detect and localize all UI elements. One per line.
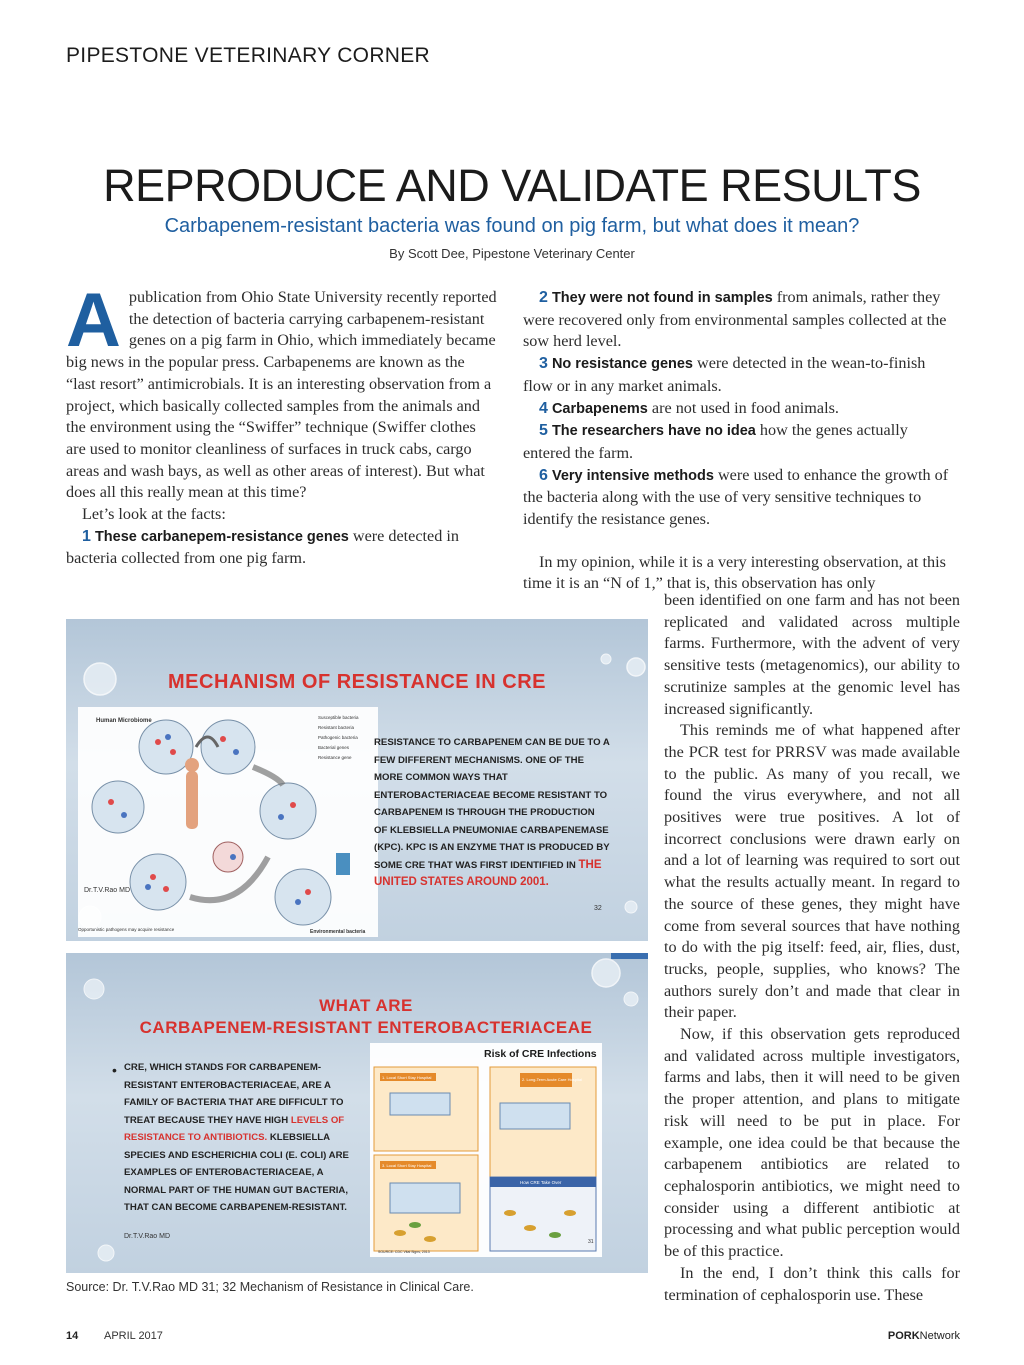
fact-text: from animals, rather they were recovered only from environmental samples collected at the sow herd level. xyxy=(523,288,947,351)
fact-item xyxy=(66,526,498,570)
prrsv-paragraph: This reminds me of what happened after the PCR test for PRRSV was made available to the public. As many of you recall, we found the virus everywhere, and not all positives were true positives. A lot of incorrect conclusions were drawn early on and a lot of learning was required to sort out what the results actually meant. In regard to the source of these genes, they might have come from several sources that have nothing to do with the pig itself: feed, air, flies, dust, trucks, people, supplies, who knows? The authors surely don’t and made that clear in their paper. xyxy=(664,721,960,1022)
diagram-label: Human Microbiome xyxy=(96,718,152,724)
infographic-label: How CRE Take Over xyxy=(520,1180,562,1185)
slide-number: 31 xyxy=(588,1239,594,1245)
drop-cap: A xyxy=(66,278,121,363)
infographic-label: 1. Local Short Stay Hospital xyxy=(382,1075,432,1080)
fact-number: 4 xyxy=(539,399,548,417)
fact-item xyxy=(523,465,955,531)
legend-label: Bacterial genes xyxy=(318,745,350,750)
fact-text: how the genes actually entered the farm. xyxy=(523,421,908,462)
slide-description-text: CRE, WHICH STANDS FOR CARBAPENEM-RESISTANT ENTEROBACTERIACEAE, ARE A FAMILY OF BACTERIA THAT ARE DIFFICULT TO TREAT BECAUSE THEY HAVE HIGH xyxy=(124,1062,344,1126)
fact-number: 2 xyxy=(539,289,548,306)
slide-credit: Dr.T.V.Rao MD xyxy=(84,887,131,894)
fact-highlight: These carbanepem-resistance genes xyxy=(94,528,349,545)
fact-number: 5 xyxy=(539,422,548,440)
slide-description xyxy=(374,734,610,892)
diagram-label: Environmental bacteria xyxy=(310,929,366,935)
magazine-name-rest: Network xyxy=(919,1330,960,1342)
fact-highlight: The researchers have no idea xyxy=(551,423,756,440)
slide-description-highlight: THE UNITED STATES AROUND 2001. xyxy=(374,858,602,888)
slide-title-line: CARBAPENEM-RESISTANT ENTEROBACTERIACEAE xyxy=(139,1018,593,1037)
fact-number: 1 xyxy=(82,527,91,545)
column-right xyxy=(523,287,955,595)
cre-risk-infographic xyxy=(370,1043,602,1257)
page-number: 14 xyxy=(66,1330,79,1342)
legend-label: Pathogenic bacteria xyxy=(318,735,358,740)
bullet-point: • xyxy=(112,1062,117,1078)
diagram-label: Opportunistic pathogens may acquire resistance xyxy=(78,927,175,932)
slide-title: MECHANISM OF RESISTANCE IN CRE xyxy=(168,671,546,693)
opinion-paragraph-start: In my opinion, while it is a very interesting observation, at this time it is an “N of 1,” that is, this observation has only xyxy=(523,552,946,593)
fact-text: were detected in the wean-to-finish flow or in any market animals. xyxy=(523,354,926,395)
opinion-paragraph-continued: been identified on one farm and has not been replicated and validated across multiple farms. Furthermore, with the advent of very sensitive tests (metagenomics), our ability to scrutinize samples at the genomic level has increased significantly. xyxy=(664,591,960,718)
validation-paragraph: Now, if this observation gets reproduced and validated across multiple investigators, farms and labs, then it will need to be given the proper attention, and plans to mitigate risk will need to be put in place. For example, one idea could be that because the carbapenem antibiotics are related to cephalosporin antibiotics, we might need to consider using a different antibiotic at processing and what public perception would be of this practice. xyxy=(664,1025,960,1261)
fact-item xyxy=(523,287,955,353)
fact-number: 6 xyxy=(539,466,548,484)
slide-description-text: KLEBSIELLA SPECIES AND ESCHERICHIA COLI (E. COLI) ARE EXAMPLES OF ENTEROBACTERIACEAE, A NORMAL PART OF THE HUMAN GUT BACTERIA, THAT CAN BECOME CARBAPENEM-RESISTANT. xyxy=(124,1132,349,1213)
fact-highlight: Carbapenems xyxy=(551,400,648,417)
article-subtitle: Carbapenem-resistant bacteria was found on pig farm, but what does it mean? xyxy=(164,215,860,237)
fact-text: were used to enhance the growth of the bacteria along with the use of very sensitive techniques to identify the resistance genes. xyxy=(523,465,949,529)
infographic-source: SOURCE: CDC Vital Signs, 2013 xyxy=(378,1250,430,1254)
slide-description-text: RESISTANCE TO CARBAPENEM CAN BE DUE TO A FEW DIFFERENT MECHANISMS. ONE OF THE MORE COMMON WAYS THAT ENTEROBACTERIACEAE BECOME RESISTANT TO CARBAPENEM IS THROUGH THE PRODUCTION OF KLEBSIELLA PNEUMONIAE CARBAPENEMASE (KPC). KPC IS AN ENZYME THAT IS PRODUCED BY SOME CRE THAT WAS FIRST IDENTIFIED IN xyxy=(374,737,610,871)
fact-text: are not used in food animals. xyxy=(647,398,839,417)
article-byline: By Scott Dee, Pipestone Veterinary Center xyxy=(389,246,635,261)
infographic-title: Risk of CRE Infections xyxy=(484,1048,597,1060)
slide-description-highlight: LEVELS OF RESISTANCE TO ANTIBIOTICS. xyxy=(124,1114,345,1143)
section-label: PIPESTONE VETERINARY CORNER xyxy=(66,44,431,67)
fact-highlight: No resistance genes xyxy=(551,356,693,373)
legend-label: Resistance gene xyxy=(318,755,352,760)
slide-what-are-cre xyxy=(66,953,648,1273)
legend-label: Susceptible bacteria xyxy=(318,715,359,720)
magazine-name xyxy=(888,1330,960,1342)
fact-highlight: They were not found in samples xyxy=(551,290,773,306)
fact-highlight: Very intensive methods xyxy=(551,467,714,484)
magazine-name-bold: PORK xyxy=(887,1330,920,1342)
infographic-label: 2. Long-Term Acute Care Hospital xyxy=(522,1077,583,1082)
column-left xyxy=(66,278,498,570)
infographic-label: 3. Local Short Stay Hospital xyxy=(382,1163,432,1168)
fact-item xyxy=(523,398,955,421)
slide-description xyxy=(124,1059,360,1217)
fact-number: 3 xyxy=(539,355,548,373)
legend-label: Resistant bacteria xyxy=(318,725,355,730)
slide-title xyxy=(106,995,626,1039)
issue-date: APRIL 2017 xyxy=(104,1330,163,1342)
fact-item xyxy=(523,420,955,464)
fact-text: were detected in bacteria collected from one pig farm. xyxy=(66,526,459,568)
article-title: REPRODUCE AND VALIDATE RESULTS xyxy=(103,160,921,211)
slide-mechanism-of-resistance xyxy=(66,619,648,941)
closing-paragraph: In the end, I don’t think this calls for termination of cephalosporin use. These xyxy=(664,1263,960,1304)
slide-credit: Dr.T.V.Rao MD xyxy=(124,1233,171,1240)
lead-paragraph: publication from Ohio State University recently reported the detection of bacteria carrying carbapenem-resistant genes on a pig farm in Ohio, which immediately became big news in the popular press. Carbapenems are known as the “last resort” antimicrobials. It is an interesting observation from a project, which basically collected samples from the animals and the environment using the “Swiffer” technique (Swiffer clothes are used to monitor cleanliness of surfaces in truck cabs, cargo areas and wash bays, as well as other areas of interest). But what does all this really mean at this time? xyxy=(66,288,497,502)
slide-number: 32 xyxy=(594,905,602,912)
resistance-mechanism-diagram xyxy=(78,707,378,937)
facts-intro: Let’s look at the facts: xyxy=(82,505,226,524)
fact-item xyxy=(523,353,955,397)
column-narrow xyxy=(664,590,960,1306)
figure-source: Source: Dr. T.V.Rao MD 31; 32 Mechanism of Resistance in Clinical Care. xyxy=(66,1280,474,1294)
slide-title-line: WHAT ARE xyxy=(319,996,413,1015)
